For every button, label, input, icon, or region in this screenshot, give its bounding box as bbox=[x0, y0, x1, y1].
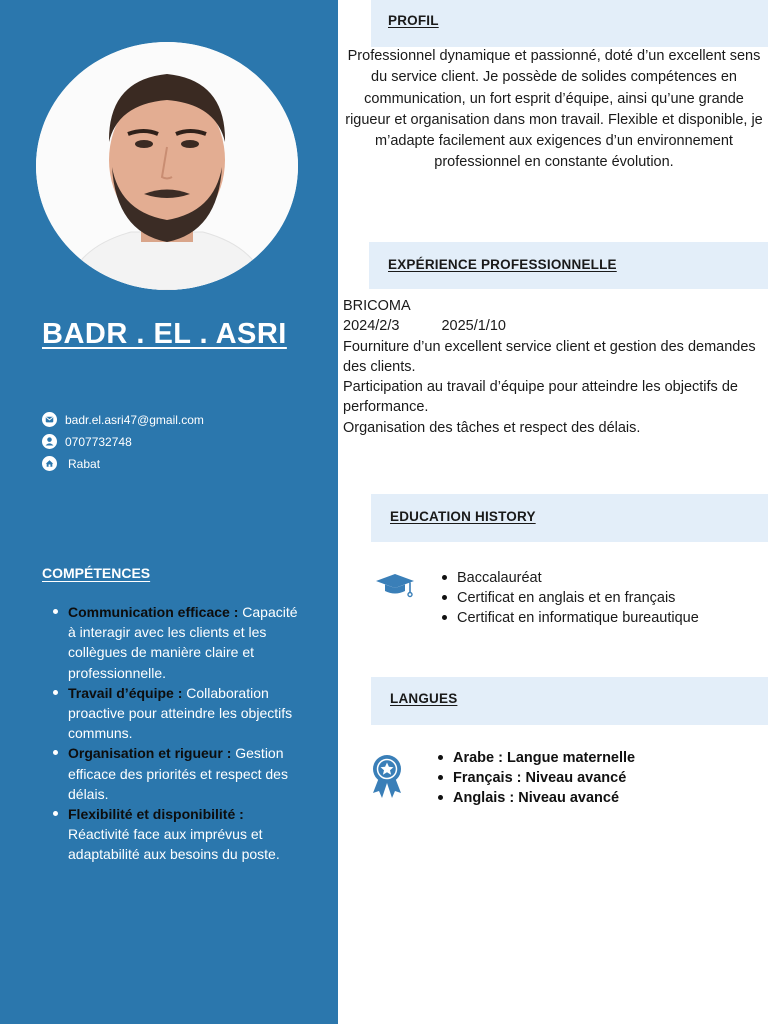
experience-block bbox=[343, 296, 768, 438]
sidebar bbox=[0, 0, 338, 1024]
skill-desc: Collaboration proactive pour atteindre les objectifs communs. bbox=[68, 684, 293, 742]
email-text[interactable]: badr.el.asri47@gmail.com bbox=[65, 412, 204, 427]
experience-title: EXPÉRIENCE PROFESSIONNELLE bbox=[388, 257, 617, 272]
experience-company: BRICOMA bbox=[343, 298, 411, 314]
skill-name: Flexibilité et disponibilité : bbox=[68, 806, 244, 823]
language-item: Arabe : Langue maternelle bbox=[453, 748, 753, 768]
education-item: Baccalauréat bbox=[457, 568, 757, 588]
education-list bbox=[457, 568, 757, 628]
languages-list bbox=[453, 748, 753, 808]
profil-text: Professionnel dynamique et passionné, doté d’un excellent sens du service client. Je possède de solides compétences en communication, un fort esprit d’équipe, ainsi qu’une grande rigueur et organisation dans mon travail. Flexible et disponible, je m’adapte facilement aux exigences d’un environnement professionnel en constante évolution. bbox=[345, 48, 763, 171]
skills-list bbox=[68, 602, 298, 865]
experience-dates bbox=[343, 316, 768, 336]
languages-title: LANGUES bbox=[390, 691, 458, 706]
candidate-name: BADR . EL . ASRI bbox=[42, 318, 287, 350]
portrait-illustration bbox=[36, 42, 298, 290]
contact-city bbox=[42, 456, 322, 471]
experience-end: 2025/1/10 bbox=[441, 318, 506, 335]
language-item: Anglais : Niveau avancé bbox=[453, 788, 753, 808]
skill-desc: Réactivité face aux imprévus et adaptabilité aux besoins du poste. bbox=[68, 826, 280, 863]
experience-line: Fourniture d’un excellent service client et gestion des demandes des clients. bbox=[343, 338, 756, 375]
skill-name: Organisation et rigueur : bbox=[68, 745, 232, 762]
experience-start: 2024/2/3 bbox=[343, 318, 400, 335]
skill-item bbox=[68, 683, 298, 744]
experience-line: Organisation des tâches et respect des délais. bbox=[343, 419, 641, 436]
profile-photo bbox=[36, 42, 298, 290]
contact-email[interactable] bbox=[42, 412, 322, 427]
phone-text: 0707732748 bbox=[65, 434, 132, 449]
language-item: Français : Niveau avancé bbox=[453, 768, 753, 788]
education-title: EDUCATION HISTORY bbox=[390, 509, 536, 524]
email-icon bbox=[42, 412, 57, 427]
profil-title: PROFIL bbox=[388, 13, 439, 28]
education-item: Certificat en anglais et en français bbox=[457, 588, 757, 608]
education-item: Certificat en informatique bureautique bbox=[457, 608, 757, 628]
award-ribbon-icon bbox=[370, 753, 404, 801]
experience-line: Participation au travail d’équipe pour atteindre les objectifs de performance. bbox=[343, 379, 738, 416]
skill-name: Travail d’équipe : bbox=[68, 684, 183, 701]
skill-item bbox=[68, 804, 298, 865]
home-icon bbox=[42, 456, 57, 471]
skill-item bbox=[68, 743, 298, 804]
user-icon bbox=[42, 434, 57, 449]
skill-desc: Capacité à interagir avec les clients et les collègues de manière claire et professionnelle. bbox=[68, 604, 298, 681]
skill-item bbox=[68, 602, 298, 683]
contact-phone bbox=[42, 434, 322, 449]
skill-desc: Gestion efficace des priorités et respect des délais. bbox=[68, 745, 288, 802]
graduation-cap-icon bbox=[374, 572, 416, 600]
skill-name: Communication efficace : bbox=[68, 604, 239, 620]
skills-title: COMPÉTENCES bbox=[42, 565, 151, 581]
city-text: Rabat bbox=[68, 456, 101, 471]
